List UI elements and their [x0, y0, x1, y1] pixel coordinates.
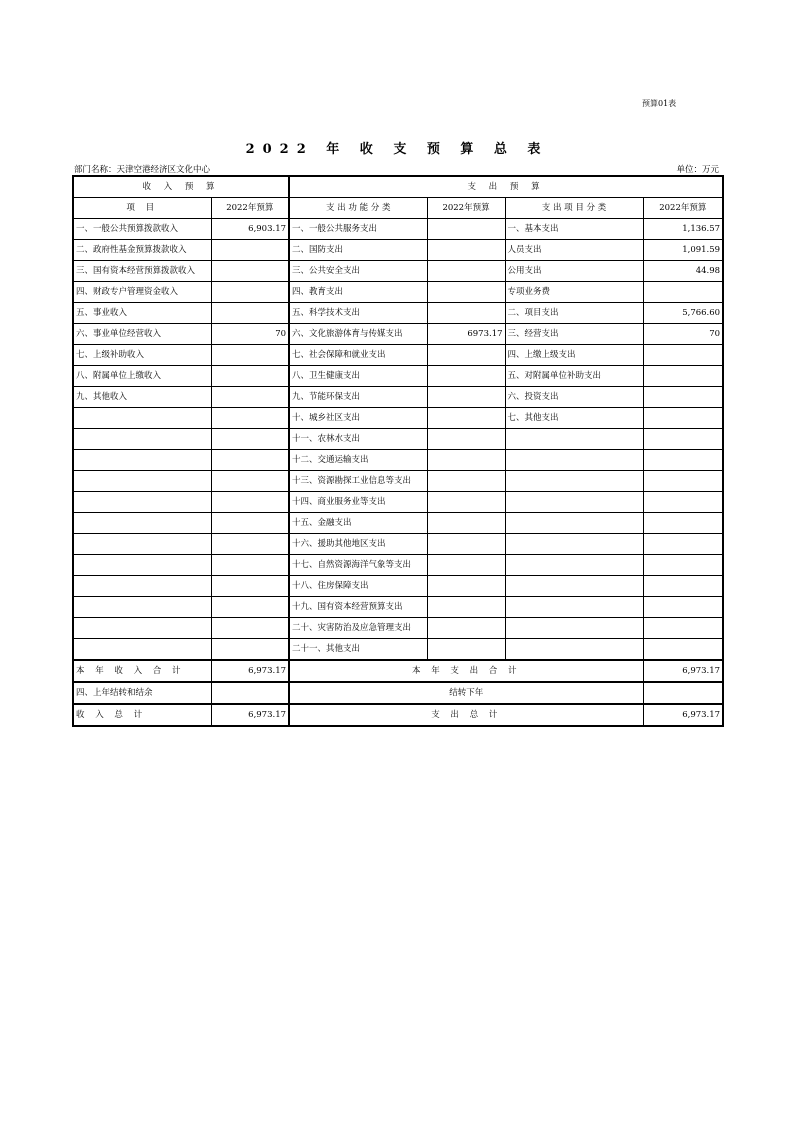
project-item-cell: 三、经营支出 — [505, 324, 643, 345]
income-item-cell — [73, 471, 211, 492]
income-total-value: 6,973.17 — [211, 660, 289, 682]
project-item-cell — [505, 597, 643, 618]
project-item-cell: 七、其他支出 — [505, 408, 643, 429]
grand-income-value: 6,973.17 — [211, 704, 289, 726]
table-row — [73, 219, 723, 240]
project-amount-cell: 44.98 — [643, 261, 723, 282]
summary-row — [73, 704, 723, 726]
functional-item-cell: 二十、灾害防治及应急管理支出 — [289, 618, 427, 639]
income-amount-cell — [211, 240, 289, 261]
income-item-cell — [73, 639, 211, 661]
project-amount-cell — [643, 639, 723, 661]
table-row — [73, 534, 723, 555]
income-amount-cell — [211, 408, 289, 429]
functional-item-cell: 十二、交通运输支出 — [289, 450, 427, 471]
functional-item-cell: 三、公共安全支出 — [289, 261, 427, 282]
functional-item-cell: 十六、援助其他地区支出 — [289, 534, 427, 555]
income-total-label: 本 年 收 入 合 计 — [73, 660, 211, 682]
proj-year-budget-header: 2022年预算 — [643, 198, 723, 219]
functional-item-cell: 二、国防支出 — [289, 240, 427, 261]
income-amount-cell — [211, 450, 289, 471]
project-amount-cell — [643, 513, 723, 534]
project-amount-cell — [643, 471, 723, 492]
income-item-cell: 六、事业单位经营收入 — [73, 324, 211, 345]
income-amount-cell — [211, 261, 289, 282]
project-item-cell: 公用支出 — [505, 261, 643, 282]
grand-expend-value: 6,973.17 — [643, 704, 723, 726]
functional-item-cell: 一、一般公共服务支出 — [289, 219, 427, 240]
department-name: 部门名称：天津空港经济区文化中心 — [74, 165, 211, 175]
income-amount-cell — [211, 303, 289, 324]
functional-amount-cell — [427, 366, 505, 387]
income-item-cell — [73, 618, 211, 639]
income-amount-cell — [211, 492, 289, 513]
project-amount-cell — [643, 597, 723, 618]
functional-amount-cell — [427, 429, 505, 450]
functional-item-cell: 七、社会保障和就业支出 — [289, 345, 427, 366]
income-item-cell — [73, 429, 211, 450]
project-item-cell: 一、基本支出 — [505, 219, 643, 240]
income-item-cell: 一、一般公共预算拨款收入 — [73, 219, 211, 240]
functional-amount-cell — [427, 576, 505, 597]
expenditure-budget-header: 支 出 预 算 — [289, 176, 723, 198]
table-row — [73, 639, 723, 661]
table-row — [73, 387, 723, 408]
functional-item-cell: 九、节能环保支出 — [289, 387, 427, 408]
grand-expend-label: 支 出 总 计 — [289, 704, 643, 726]
table-row — [73, 408, 723, 429]
income-budget-header: 收 入 预 算 — [73, 176, 289, 198]
functional-amount-cell: 6973.17 — [427, 324, 505, 345]
project-item-cell: 二、项目支出 — [505, 303, 643, 324]
expend-total-label: 本 年 支 出 合 计 — [289, 660, 643, 682]
table-row — [73, 576, 723, 597]
functional-item-cell: 十、城乡社区支出 — [289, 408, 427, 429]
functional-amount-cell — [427, 555, 505, 576]
income-item-cell — [73, 576, 211, 597]
table-row — [73, 282, 723, 303]
project-item-cell: 专项业务费 — [505, 282, 643, 303]
table-row — [73, 492, 723, 513]
income-amount-cell — [211, 576, 289, 597]
project-amount-cell — [643, 492, 723, 513]
income-item-cell: 四、财政专户管理资金收入 — [73, 282, 211, 303]
table-row — [73, 261, 723, 282]
functional-item-cell: 十四、商业服务业等支出 — [289, 492, 427, 513]
functional-item-cell: 十九、国有资本经营预算支出 — [289, 597, 427, 618]
functional-item-cell: 十五、金融支出 — [289, 513, 427, 534]
summary-row — [73, 660, 723, 682]
project-item-cell — [505, 450, 643, 471]
functional-amount-cell — [427, 597, 505, 618]
project-amount-cell — [643, 576, 723, 597]
functional-item-cell: 十八、住房保障支出 — [289, 576, 427, 597]
carry-out-label: 结转下年 — [289, 682, 643, 704]
project-item-cell — [505, 639, 643, 661]
table-row — [73, 618, 723, 639]
functional-amount-cell — [427, 240, 505, 261]
carry-in-value — [211, 682, 289, 704]
project-amount-cell — [643, 408, 723, 429]
table-row — [73, 429, 723, 450]
functional-item-cell: 五、科学技术支出 — [289, 303, 427, 324]
project-amount-cell: 5,766.60 — [643, 303, 723, 324]
functional-item-cell: 十三、资源勘探工业信息等支出 — [289, 471, 427, 492]
income-amount-cell — [211, 471, 289, 492]
income-amount-cell — [211, 597, 289, 618]
income-item-cell — [73, 534, 211, 555]
unit-label: 单位：万元 — [676, 165, 719, 175]
project-item-cell: 六、投资支出 — [505, 387, 643, 408]
project-item-cell — [505, 534, 643, 555]
project-amount-cell — [643, 387, 723, 408]
summary-row — [73, 682, 723, 704]
income-item-cell — [73, 492, 211, 513]
functional-amount-cell — [427, 618, 505, 639]
project-amount-cell: 1,136.57 — [643, 219, 723, 240]
project-item-cell — [505, 429, 643, 450]
functional-class-header: 支 出 功 能 分 类 — [289, 198, 427, 219]
functional-amount-cell — [427, 345, 505, 366]
functional-amount-cell — [427, 303, 505, 324]
table-row — [73, 366, 723, 387]
functional-item-cell: 八、卫生健康支出 — [289, 366, 427, 387]
income-item-cell: 八、附属单位上缴收入 — [73, 366, 211, 387]
table-row — [73, 597, 723, 618]
project-item-cell — [505, 471, 643, 492]
expend-total-value: 6,973.17 — [643, 660, 723, 682]
income-amount-cell — [211, 345, 289, 366]
table-row — [73, 555, 723, 576]
income-item-cell — [73, 555, 211, 576]
income-amount-cell: 70 — [211, 324, 289, 345]
carry-out-value — [643, 682, 723, 704]
functional-amount-cell — [427, 639, 505, 661]
income-item-cell — [73, 513, 211, 534]
income-item-cell — [73, 408, 211, 429]
carry-in-label: 四、上年结转和结余 — [73, 682, 211, 704]
functional-item-cell: 十一、农林水支出 — [289, 429, 427, 450]
project-amount-cell — [643, 534, 723, 555]
page-title: 2022 年 收 支 预 算 总 表 — [245, 142, 549, 157]
project-amount-cell — [643, 429, 723, 450]
income-amount-cell: 6,903.17 — [211, 219, 289, 240]
income-item-cell — [73, 450, 211, 471]
functional-amount-cell — [427, 513, 505, 534]
income-item-cell: 五、事业收入 — [73, 303, 211, 324]
income-item-cell: 三、国有资本经营预算拨款收入 — [73, 261, 211, 282]
table-row — [73, 471, 723, 492]
income-amount-cell — [211, 282, 289, 303]
project-item-cell — [505, 492, 643, 513]
project-item-cell: 四、上缴上级支出 — [505, 345, 643, 366]
functional-amount-cell — [427, 471, 505, 492]
functional-amount-cell — [427, 387, 505, 408]
income-year-budget-header: 2022年预算 — [211, 198, 289, 219]
income-amount-cell — [211, 618, 289, 639]
project-item-cell: 人员支出 — [505, 240, 643, 261]
form-code: 预算01表 — [642, 99, 677, 108]
project-item-cell — [505, 555, 643, 576]
table-row — [73, 240, 723, 261]
table-row — [73, 324, 723, 345]
table-row — [73, 513, 723, 534]
project-amount-cell: 1,091.59 — [643, 240, 723, 261]
project-amount-cell — [643, 618, 723, 639]
income-amount-cell — [211, 366, 289, 387]
project-class-header: 支 出 项 目 分 类 — [505, 198, 643, 219]
header-row-1 — [73, 176, 723, 198]
project-amount-cell — [643, 450, 723, 471]
income-amount-cell — [211, 429, 289, 450]
table-row — [73, 345, 723, 366]
project-item-cell — [505, 576, 643, 597]
project-item-cell — [505, 618, 643, 639]
project-amount-cell — [643, 555, 723, 576]
income-amount-cell — [211, 513, 289, 534]
income-item-cell: 二、政府性基金预算拨款收入 — [73, 240, 211, 261]
budget-table — [72, 175, 724, 727]
functional-amount-cell — [427, 492, 505, 513]
income-amount-cell — [211, 534, 289, 555]
income-amount-cell — [211, 387, 289, 408]
functional-amount-cell — [427, 534, 505, 555]
functional-item-cell: 十七、自然资源海洋气象等支出 — [289, 555, 427, 576]
functional-item-cell: 四、教育支出 — [289, 282, 427, 303]
functional-amount-cell — [427, 282, 505, 303]
functional-amount-cell — [427, 450, 505, 471]
functional-amount-cell — [427, 219, 505, 240]
project-amount-cell: 70 — [643, 324, 723, 345]
header-row-2 — [73, 198, 723, 219]
income-item-cell — [73, 597, 211, 618]
income-amount-cell — [211, 639, 289, 661]
project-item-cell: 五、对附属单位补助支出 — [505, 366, 643, 387]
functional-item-cell: 六、文化旅游体育与传媒支出 — [289, 324, 427, 345]
grand-income-label: 收 入 总 计 — [73, 704, 211, 726]
project-amount-cell — [643, 282, 723, 303]
table-row — [73, 303, 723, 324]
project-amount-cell — [643, 366, 723, 387]
table-row — [73, 450, 723, 471]
functional-item-cell: 二十一、其他支出 — [289, 639, 427, 661]
item-header: 项 目 — [73, 198, 211, 219]
functional-amount-cell — [427, 408, 505, 429]
project-item-cell — [505, 513, 643, 534]
income-item-cell: 七、上级补助收入 — [73, 345, 211, 366]
income-amount-cell — [211, 555, 289, 576]
functional-amount-cell — [427, 261, 505, 282]
func-year-budget-header: 2022年预算 — [427, 198, 505, 219]
income-item-cell: 九、其他收入 — [73, 387, 211, 408]
project-amount-cell — [643, 345, 723, 366]
